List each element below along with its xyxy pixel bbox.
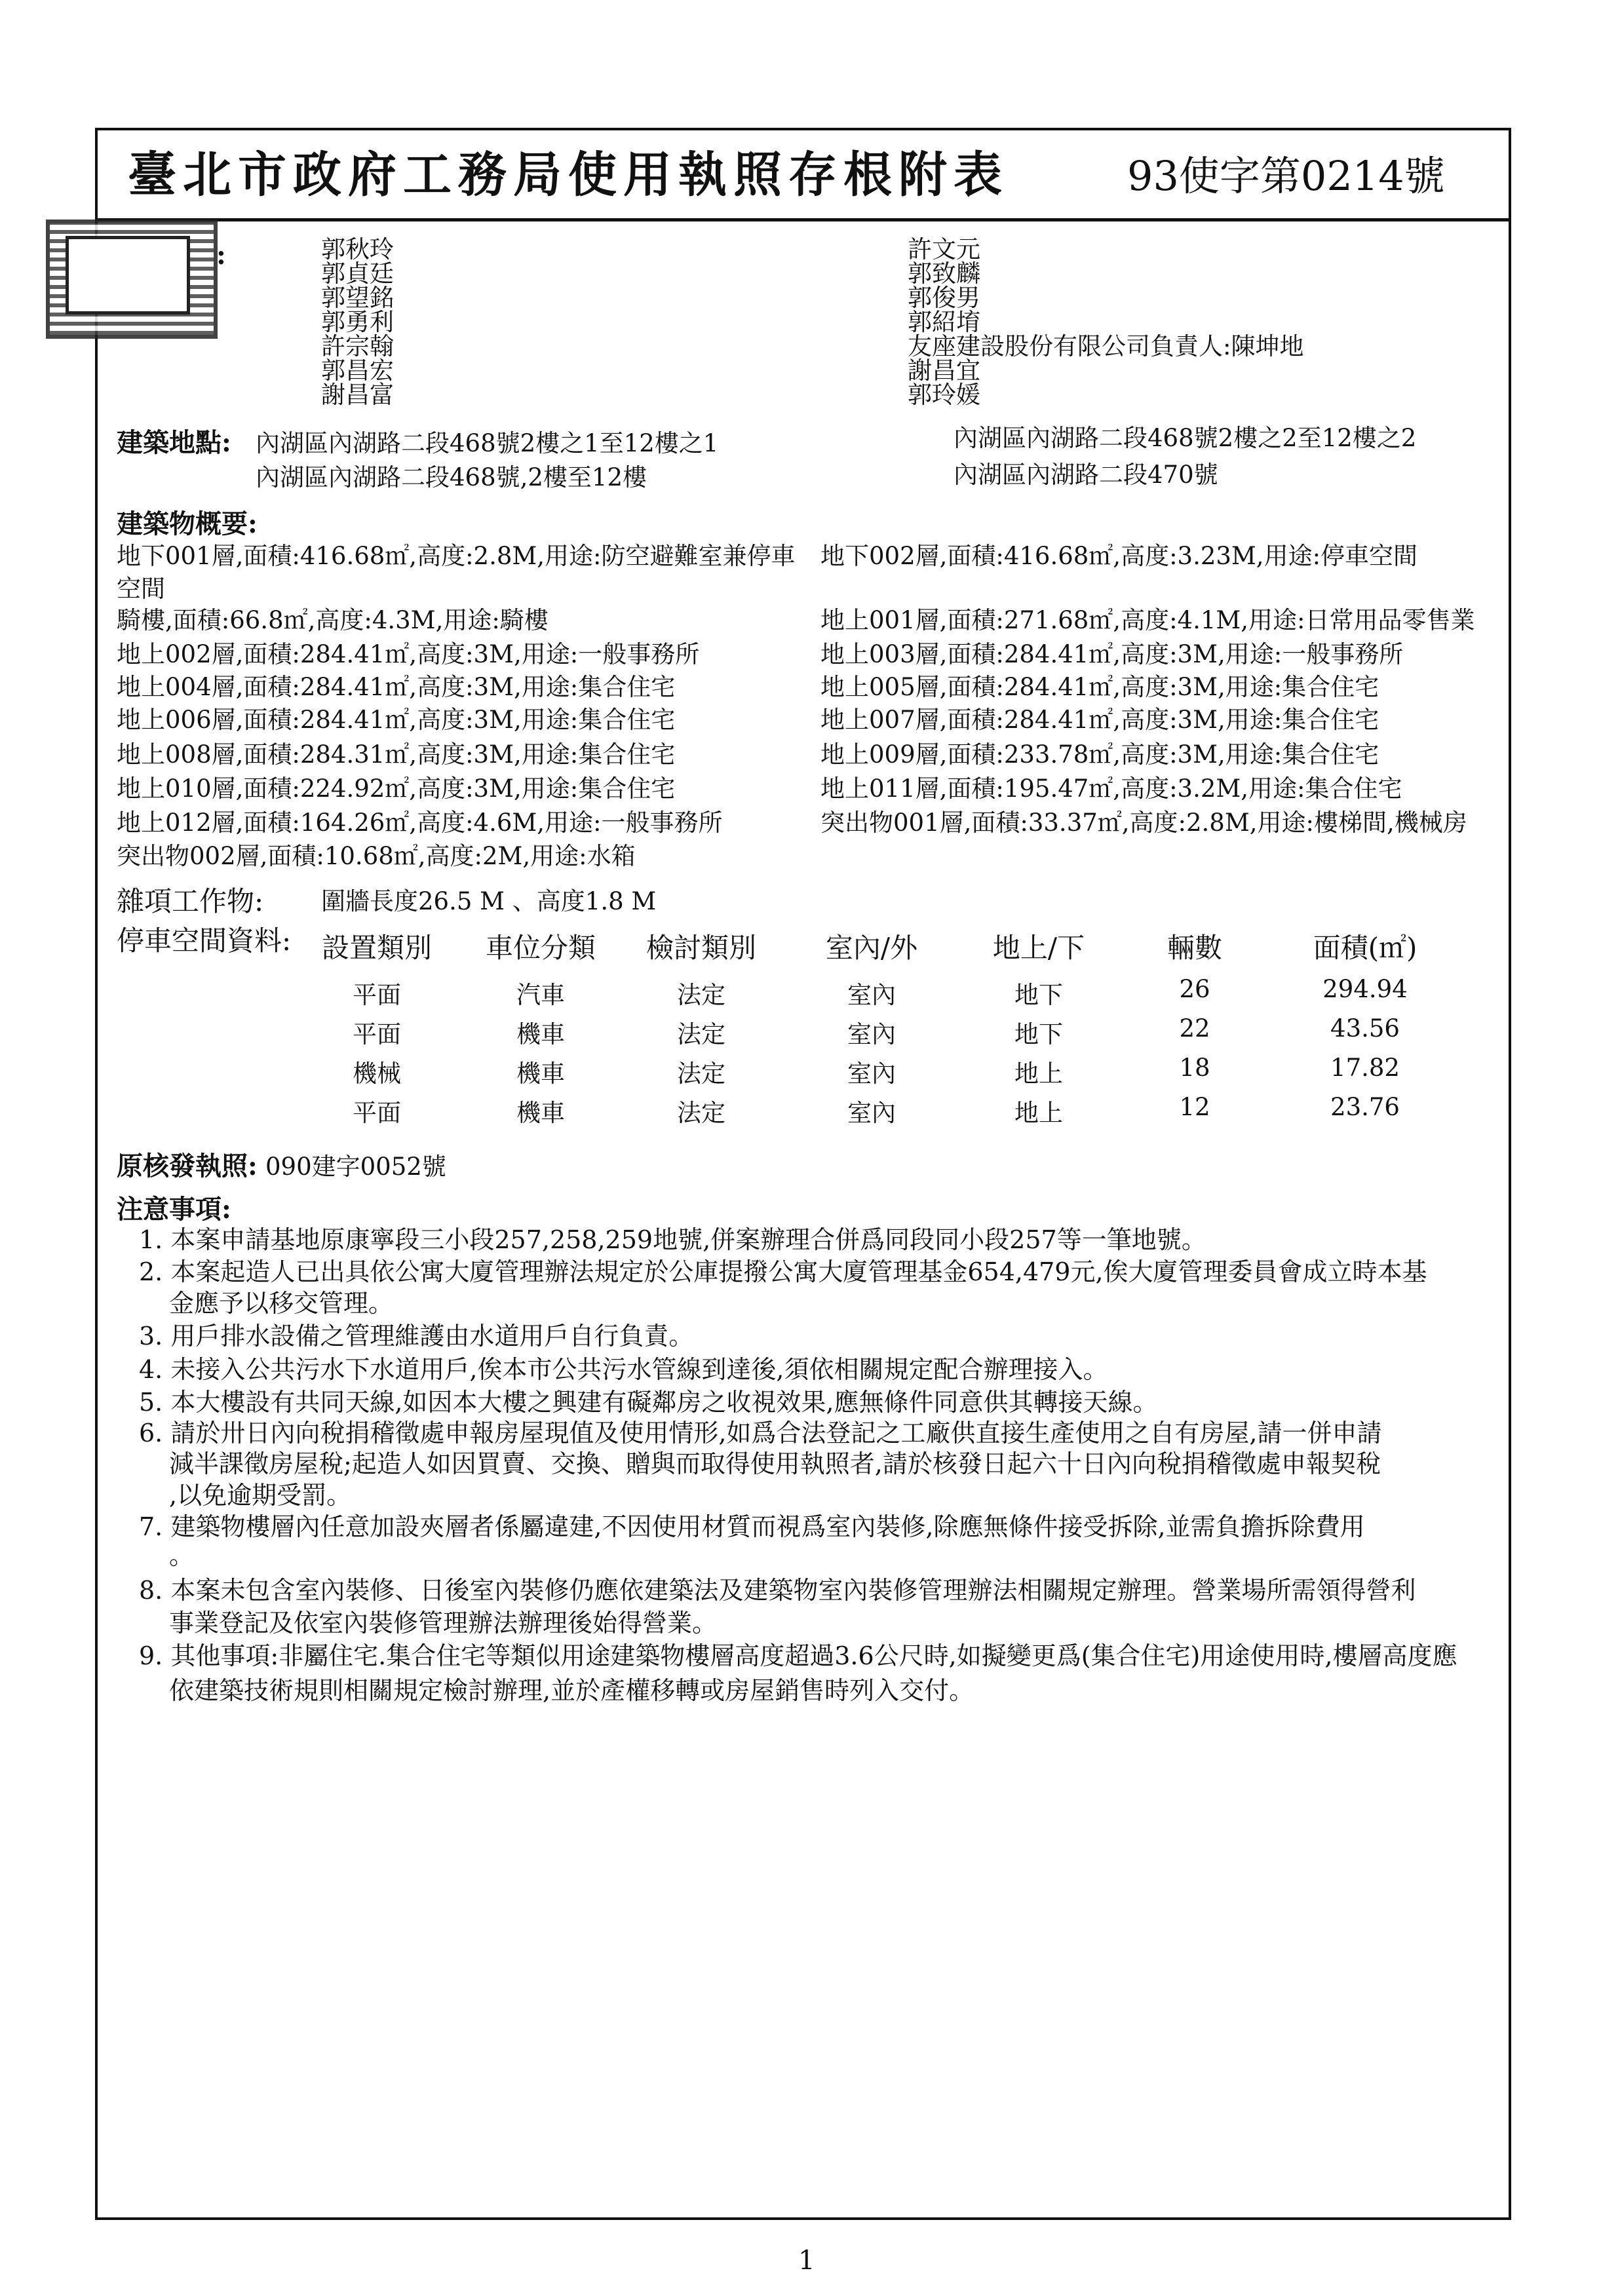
note-line: 。 xyxy=(169,1541,195,1570)
parking-cell: 26 xyxy=(1179,975,1210,1003)
parking-cell: 機車 xyxy=(516,1099,565,1127)
document-title: 臺北市政府工務局使用執照存根附表 xyxy=(128,147,1009,203)
parking-cell: 室內 xyxy=(847,1020,896,1048)
floor-entry: 地上004層,面積:284.41㎡,高度:3M,用途:集合住宅 xyxy=(117,673,676,701)
parking-cell: 室內 xyxy=(847,1060,896,1088)
parking-column-header: 檢討類別 xyxy=(646,932,756,964)
note-line: 8. 本案未包含室內裝修、日後室內裝修仍應依建築法及建築物室內裝修管理辦法相關規定辦理。營業場所需領得營利 xyxy=(139,1576,1416,1605)
floor-entry: 地上010層,面積:224.92㎡,高度:3M,用途:集合住宅 xyxy=(117,775,676,803)
floor-entry: 突出物001層,面積:33.37㎡,高度:2.8M,用途:樓梯間,機械房 xyxy=(820,809,1467,837)
floor-entry: 地上001層,面積:271.68㎡,高度:4.1M,用途:日常用品零售業 xyxy=(820,606,1475,634)
parking-cell: 機械 xyxy=(353,1060,401,1088)
parking-cell: 法定 xyxy=(677,1099,725,1127)
parking-cell: 平面 xyxy=(353,1020,401,1048)
building-overview-label: 建築物概要: xyxy=(117,508,258,539)
parking-cell: 室內 xyxy=(847,981,896,1009)
parking-cell: 汽車 xyxy=(516,981,565,1009)
note-line: 7. 建築物樓層內任意加設夾層者係屬違建,不因使用材質而視爲室內裝修,除應無條件接受拆除,並需負擔拆除費用 xyxy=(139,1512,1365,1541)
floor-entry: 地下002層,面積:416.68㎡,高度:3.23M,用途:停車空間 xyxy=(820,542,1418,570)
applicants-label: : xyxy=(216,240,226,271)
note-line: 1. 本案申請基地原康寧段三小段257,258,259地號,併案辦理合併爲同段同小段257等一筆地號。 xyxy=(139,1225,1206,1254)
parking-cell: 平面 xyxy=(353,981,401,1009)
note-line: ,以免逾期受罰。 xyxy=(169,1481,352,1510)
parking-cell: 地下 xyxy=(1014,1020,1063,1048)
official-seal-inner xyxy=(66,236,190,315)
parking-cell: 43.56 xyxy=(1330,1014,1400,1043)
page-number: 1 xyxy=(798,2246,815,2276)
note-line: 6. 請於卅日內向稅捐稽徵處申報房屋現值及使用情形,如爲合法登記之工廠供直接生產使用之自有房屋,請一併申請 xyxy=(139,1419,1382,1447)
parking-column-header: 面積(㎡) xyxy=(1313,932,1418,964)
parking-cell: 法定 xyxy=(677,981,725,1009)
parking-column-header: 設置類別 xyxy=(321,932,432,964)
floor-entry: 地上003層,面積:284.41㎡,高度:3M,用途:一般事務所 xyxy=(820,640,1404,668)
floor-entry: 地上009層,面積:233.78㎡,高度:3M,用途:集合住宅 xyxy=(820,740,1379,769)
parking-cell: 17.82 xyxy=(1330,1054,1400,1082)
floor-entry: 地上008層,面積:284.31㎡,高度:3M,用途:集合住宅 xyxy=(117,740,676,769)
parking-cell: 22 xyxy=(1179,1014,1210,1043)
parking-column-header: 車位分類 xyxy=(485,932,596,964)
applicant-name: 許文元 xyxy=(908,235,980,263)
parking-cell: 機車 xyxy=(516,1020,565,1048)
applicant-name: 郭望銘 xyxy=(321,284,394,312)
location-right-1: 內湖區內湖路二段468號2樓之2至12樓之2 xyxy=(954,424,1417,452)
applicant-name: 郭貞廷 xyxy=(321,259,394,288)
parking-cell: 地上 xyxy=(1014,1099,1063,1127)
applicant-name: 郭秋玲 xyxy=(321,235,394,263)
notes-label: 注意事項: xyxy=(117,1194,231,1225)
applicant-name: 郭昌宏 xyxy=(321,356,394,385)
applicant-name: 郭致麟 xyxy=(908,259,980,288)
location-left-2: 內湖區內湖路二段468號,2樓至12樓 xyxy=(256,463,647,491)
applicant-name: 許宗翰 xyxy=(321,332,394,360)
parking-column-header: 輛數 xyxy=(1167,932,1222,964)
parking-column-header: 室內/外 xyxy=(825,932,918,964)
applicant-name: 郭玲媛 xyxy=(908,381,980,409)
note-line: 9. 其他事項:非屬住宅.集合住宅等類似用途建築物樓層高度超過3.6公尺時,如擬變更爲(集合住宅)用途使用時,樓層高度應 xyxy=(139,1641,1457,1670)
parking-cell: 23.76 xyxy=(1330,1093,1400,1121)
parking-cell: 平面 xyxy=(353,1099,401,1127)
misc-works-label: 雜項工作物: xyxy=(117,885,264,917)
parking-cell: 地下 xyxy=(1014,981,1063,1009)
parking-cell: 18 xyxy=(1179,1054,1210,1082)
note-line: 4. 未接入公共污水下水道用戶,俟本市公共污水管線到達後,須依相關規定配合辦理接入。 xyxy=(139,1355,1108,1384)
applicant-name: 郭紹堉 xyxy=(908,308,980,336)
note-line: 3. 用戶排水設備之管理維護由水道用戶自行負責。 xyxy=(139,1322,694,1350)
note-line: 2. 本案起造人已出具依公寓大廈管理辦法規定於公庫提撥公寓大廈管理基金654,479元,俟大廈管理委員會成立時本基 xyxy=(139,1257,1427,1286)
parking-label: 停車空間資料: xyxy=(117,925,292,957)
original-permit-label: 原核發執照: xyxy=(117,1151,258,1181)
misc-works-value: 圍牆長度26.5 M 、高度1.8 M xyxy=(321,887,657,915)
applicant-name: 郭勇利 xyxy=(321,308,394,336)
applicant-name: 謝昌宜 xyxy=(908,356,980,385)
parking-cell: 294.94 xyxy=(1322,975,1408,1003)
parking-cell: 地上 xyxy=(1014,1060,1063,1088)
note-line: 減半課徵房屋稅;起造人如因買賣、交換、贈與而取得使用執照者,請於核發日起六十日內向稅捐稽徵處申報契稅 xyxy=(169,1449,1381,1478)
floor-entry: 地上006層,面積:284.41㎡,高度:3M,用途:集合住宅 xyxy=(117,706,676,734)
location-left-1: 內湖區內湖路二段468號2樓之1至12樓之1 xyxy=(256,429,719,457)
parking-cell: 法定 xyxy=(677,1020,725,1048)
note-line: 事業登記及依室內裝修管理辦法辦理後始得營業。 xyxy=(169,1609,718,1637)
note-line: 5. 本大樓設有共同天線,如因本大樓之興建有礙鄰房之收視效果,應無條件同意供其轉接天線。 xyxy=(139,1388,1158,1417)
parking-cell: 室內 xyxy=(847,1099,896,1127)
parking-cell: 12 xyxy=(1179,1093,1210,1121)
location-right-2: 內湖區內湖路二段470號 xyxy=(954,461,1218,489)
original-permit-value: 090建字0052號 xyxy=(265,1153,446,1181)
floor-entry: 地上012層,面積:164.26㎡,高度:4.6M,用途:一般事務所 xyxy=(117,809,723,837)
parking-cell: 法定 xyxy=(677,1060,725,1088)
note-line: 金應予以移交管理。 xyxy=(169,1289,394,1318)
title-rule xyxy=(98,218,1509,221)
applicant-name: 謝昌富 xyxy=(321,381,394,409)
floor-entry: 地上007層,面積:284.41㎡,高度:3M,用途:集合住宅 xyxy=(820,706,1379,734)
permit-number: 93使字第0214號 xyxy=(1127,152,1445,200)
floor-entry: 空間 xyxy=(117,575,165,603)
floor-entry: 騎樓,面積:66.8㎡,高度:4.3M,用途:騎樓 xyxy=(117,606,549,634)
applicant-name: 郭俊男 xyxy=(908,284,980,312)
floor-entry: 地上011層,面積:195.47㎡,高度:3.2M,用途:集合住宅 xyxy=(820,775,1402,803)
floor-entry: 地下001層,面積:416.68㎡,高度:2.8M,用途:防空避難室兼停車 xyxy=(117,542,796,570)
parking-column-header: 地上/下 xyxy=(992,932,1085,964)
location-label: 建築地點: xyxy=(117,427,231,458)
applicant-name: 友座建設股份有限公司負責人:陳坤地 xyxy=(908,332,1304,360)
floor-entry: 地上002層,面積:284.41㎡,高度:3M,用途:一般事務所 xyxy=(117,640,700,668)
note-line: 依建築技術規則相關規定檢討辦理,並於產權移轉或房屋銷售時列入交付。 xyxy=(169,1676,974,1705)
floor-entry: 突出物002層,面積:10.68㎡,高度:2M,用途:水箱 xyxy=(117,842,636,870)
parking-cell: 機車 xyxy=(516,1060,565,1088)
floor-entry: 地上005層,面積:284.41㎡,高度:3M,用途:集合住宅 xyxy=(820,673,1379,701)
